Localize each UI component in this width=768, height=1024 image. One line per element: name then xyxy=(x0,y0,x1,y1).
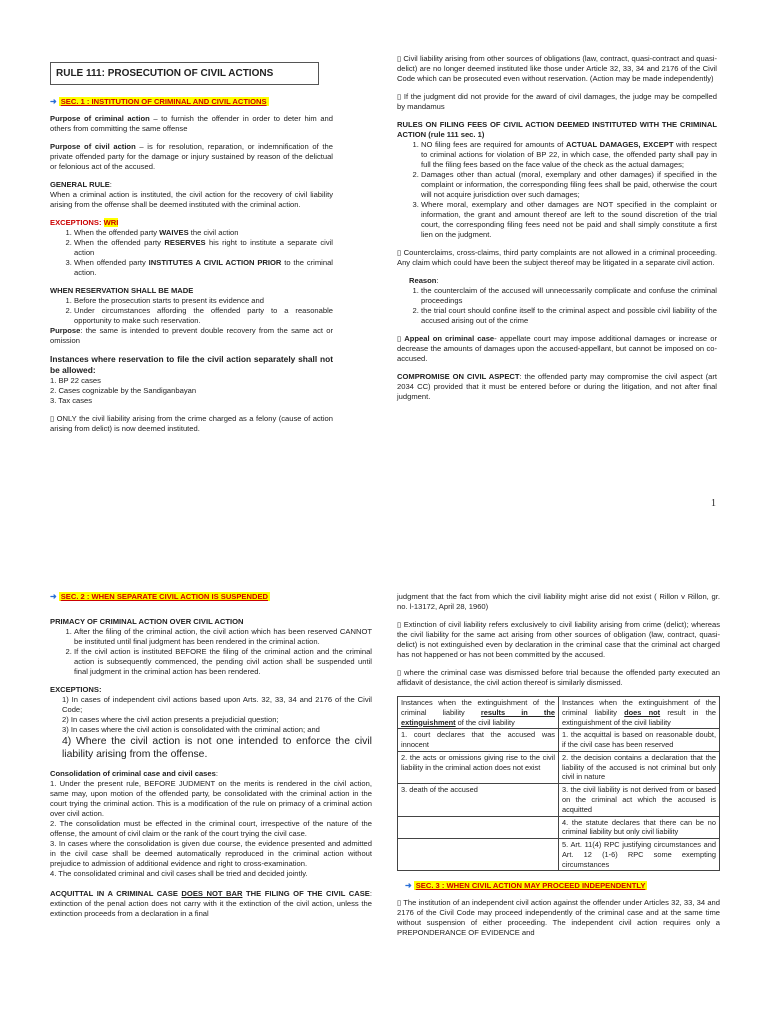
table-header-cell: Instances when the extinguishment of the criminal liability does not result in the extinguishment of the civil liability xyxy=(559,697,720,729)
page-gap xyxy=(0,562,768,580)
page2-right-column xyxy=(397,592,720,946)
page-number: 1 xyxy=(711,498,716,509)
list-item: 3. When offended party INSTITUTES A CIVIL ACTION PRIOR to the criminal action. xyxy=(74,258,333,278)
consolidation-list xyxy=(50,779,372,879)
list-item: 2) In cases where the civil action presents a prejudicial question; xyxy=(62,714,279,724)
list-item: 1. NO filing fees are required for amounts of ACTUAL DAMAGES, EXCEPT with respect to criminal actions for violation of BP 22, in which case, the offended party shall pay in full the filing fees based on the face value of the check as the actual damages; xyxy=(421,140,717,170)
list-item: 4) Where the civil action is not one intended to enforce the civil liability arising from the offense. xyxy=(62,735,372,760)
table-cell: 4. the statute declares that there can be no criminal liability but only civil liability xyxy=(559,816,720,839)
page2-left-column xyxy=(50,592,372,927)
judgment-continued: judgment that the fact from which the civil liability might arise did not exist ( Rillon v Rillon, gr. no. l-13172, April 28, 1960) xyxy=(397,592,720,612)
arrow-icon: ➜ xyxy=(50,592,57,601)
independent-action-note: ▯ The institution of an independent civil action against the offender under Articles 32, 33, 34 and 2176 of the Civil Code may proceed independently of the criminal case and at the same time without suspension of either proceeding. The independent civil action requires only a PREPONDERANCE OF EVIDENCE and xyxy=(397,897,720,937)
list-item: 3. In cases where the consolidation is given due course, the evidence presented and admitted in the civil case shall be deemed automatically reproduced in the criminal action without prejudice to admission of additional evidence and right to cross-examination. xyxy=(50,838,372,868)
page1-left-column xyxy=(50,62,333,442)
consolidation-heading: Consolidation of criminal case and civil cases: xyxy=(50,768,218,778)
reason-heading: Reason: xyxy=(409,276,439,286)
filing-fees-heading: RULES ON FILING FEES OF CIVIL ACTION DEEMED INSTITUTED WITH THE CRIMINAL ACTION (rule 111 sec. 1) xyxy=(397,120,717,140)
table-row xyxy=(398,729,720,752)
table-cell: 1. the acquittal is based on reasonable doubt, if the civil case has been reserved xyxy=(559,729,720,752)
civil-other-sources: ▯ Civil liability arising from other sources of obligations (law, contract, quasi-contract and quasi-delict) are no longer deemed instituted like those under Article 32, 33, 34 and 2176 of the Civil Code which can be prosecuted even without reservation. (Action may be made independently) xyxy=(397,54,717,84)
purpose-reservation: Purpose: the same is intended to prevent double recovery from the same act or omission xyxy=(50,326,333,346)
reservation-heading: WHEN RESERVATION SHALL BE MADE xyxy=(50,285,194,295)
table-row xyxy=(398,839,720,871)
list-item: 1. Under the present rule, BEFORE JUDMENT on the merits is rendered in the civil action, same may, upon motion of the offended party, be consolidated with the criminal action in the court trying the criminal action. This is a modification of the rule on primacy of a criminal action over civil action. xyxy=(50,778,372,818)
sec3-heading: ➜ SEC. 3 : WHEN CIVIL ACTION MAY PROCEED INDEPENDENTLY xyxy=(405,881,646,891)
appeal-note: ▯ Appeal on criminal case- appellate court may impose additional damages or increase or decrease the amounts of damages upon the accused-appellant, but cannot be imposed on co-accused. xyxy=(397,334,717,364)
table-cell: 2. the acts or omissions giving rise to the civil liability in the criminal action does not exist xyxy=(398,751,559,783)
mandamus-note: ▯ If the judgment did not provide for the award of civil damages, the judge may be compelled by mandamus xyxy=(397,92,717,112)
list-item: 2. Cases cognizable by the Sandiganbayan xyxy=(50,386,197,396)
list-item: 1) In cases of independent civil actions based upon Arts. 32, 33, 34 and 2176 of the Civil Code; xyxy=(62,694,372,714)
sec1-heading: ➜ SEC. 1 : INSTITUTION OF CRIMINAL AND CIVIL ACTIONS xyxy=(50,97,267,107)
list-item: 2. Damages other than actual (moral, exemplary and other damages) if specified in the complaint or information, the corresponding filing fees shall be paid, otherwise the court will not acquire jurisdiction over such damages; xyxy=(421,170,717,200)
table-cell xyxy=(398,816,559,839)
primacy-heading: PRIMACY OF CRIMINAL ACTION OVER CIVIL ACTION xyxy=(50,616,244,626)
exceptions-heading: EXCEPTIONS: WRI xyxy=(50,217,119,227)
instances-heading: Instances where reservation to file the civil action separately shall not be allowed: xyxy=(50,354,333,376)
list-item: 1. After the filing of the criminal action, the civil action which has been reserved CANNOT be instituted until final judgment has been rendered in the criminal action. xyxy=(74,627,372,647)
table-row xyxy=(398,816,720,839)
only-civil-liability: ▯ ONLY the civil liability arising from the crime charged as a felony (cause of action arising from delict) is now deemed instituted. xyxy=(50,414,333,434)
arrow-icon: ➜ xyxy=(50,97,57,107)
table-cell: 2. the decision contains a declaration that the liability of the accused is not criminal but only civil in nature xyxy=(559,751,720,783)
table-row xyxy=(398,751,720,783)
table-cell: 1. court declares that the accused was innocent xyxy=(398,729,559,752)
rule-title: RULE 111: PROSECUTION OF CIVIL ACTIONS xyxy=(50,62,319,85)
exceptions2-list xyxy=(50,695,372,761)
compromise-note: COMPROMISE ON CIVIL ASPECT: the offended party may compromise the civil aspect (art 2034 CC) provided that it must be entered before or during the litigation, and not after final judgment. xyxy=(397,372,717,402)
instances-list xyxy=(50,376,333,406)
list-item: 3) In cases where the civil action is consolidated with the criminal action; and xyxy=(62,724,320,734)
desistance-note: ▯ where the criminal case was dismissed before trial because the offended party executed an affidavit of desistance, the civil action thereof is similarly dismissed. xyxy=(397,668,720,688)
arrow-icon: ➜ xyxy=(405,881,412,891)
table-cell: 5. Art. 11(4) RPC justifying circumstances and Art. 12 (1-6) RPC some exempting circumstances xyxy=(559,839,720,871)
filing-fees-list xyxy=(397,140,717,240)
page1-right-column xyxy=(397,54,717,410)
general-rule-text: When a criminal action is instituted, the civil action for the recovery of civil liability arising from the offense shall be deemed instituted with the criminal action. xyxy=(50,189,333,209)
list-item: 4. The consolidated criminal and civil cases shall be tried and decided jointly. xyxy=(50,868,308,878)
acquittal-note: ACQUITTAL IN A CRIMINAL CASE DOES NOT BAR THE FILING OF THE CIVIL CASE: extinction of the penal action does not carry with it the extinction of the civil action, unless the extinction proceeds from a declaration in a final xyxy=(50,888,372,918)
list-item: 3. Tax cases xyxy=(50,396,93,406)
table-cell: 3. the civil liability is not derived from or based on the criminal act which the accused is acquitted xyxy=(559,784,720,816)
list-item: 2. the trial court should confine itself to the criminal aspect and possible civil liability of the accused arising out of the crime xyxy=(421,306,717,326)
table-row xyxy=(398,697,720,729)
purpose-civil: Purpose of civil action – is for resolution, reparation, or indemnification of the private offended party for the damage or injury sustained by reason of the delictual or felonious act of the accused. xyxy=(50,141,333,171)
exceptions-list xyxy=(50,228,333,278)
table-cell: 3. death of the accused xyxy=(398,784,559,816)
list-item: 2. If the civil action is instituted BEFORE the filing of the criminal action and the criminal action is subsequently commenced, the pending civil action shall be suspended until final judgment in the criminal action has been rendered. xyxy=(74,647,372,677)
list-item: 1. Before the prosecution starts to present its evidence and xyxy=(74,296,333,306)
exceptions2-heading: EXCEPTIONS: xyxy=(50,684,102,694)
list-item: 2. Under circumstances affording the offended party to a reasonable opportunity to make such reservation. xyxy=(74,306,333,326)
table-row xyxy=(398,784,720,816)
page-2 xyxy=(0,580,768,1024)
sec2-heading: ➜ SEC. 2 : WHEN SEPARATE CIVIL ACTION IS SUSPENDED xyxy=(50,592,269,601)
list-item: 3. Where moral, exemplary and other damages are NOT specified in the complaint or information, the grant and amount thereof are left to the sound discretion of the trial court, the corresponding filing fees need not be paid and shall simply constitute a first lien on the judgment. xyxy=(421,200,717,240)
list-item: 1. BP 22 cases xyxy=(50,376,101,386)
primacy-list xyxy=(50,627,372,677)
table-cell xyxy=(398,839,559,871)
extinguishment-table xyxy=(397,696,720,871)
counterclaims-note: ▯ Counterclaims, cross-claims, third party complaints are not allowed in a criminal proceeding. Any claim which could have been the subject thereof may be litigated in a separate civil action. xyxy=(397,248,717,268)
purpose-criminal: Purpose of criminal action – to furnish the offender in order to deter him and others from committing the same offense xyxy=(50,113,333,133)
general-rule: GENERAL RULE: xyxy=(50,179,112,189)
list-item: 2. When the offended party RESERVES his right to institute a separate civil action xyxy=(74,238,333,258)
list-item: 1. When the offended party WAIVES the civil action xyxy=(74,228,333,238)
list-item: 1. the counterclaim of the accused will unnecessarily complicate and confuse the criminal proceedings xyxy=(421,286,717,306)
reservation-list xyxy=(50,296,333,326)
list-item: 2. The consolidation must be effected in the criminal court, irrespective of the nature of the offense, the amount of civil claim or the rank of the court trying the civil case. xyxy=(50,818,372,838)
table-header-cell: Instances when the extinguishment of the criminal liability results in the extinguishment of the civil liability xyxy=(398,697,559,729)
extinction-note: ▯ Extinction of civil liability refers exclusively to civil liability arising from crime (delict); whereas the civil liability for the same act arising from other sources of obligation (law, contract, quasi-delict) is not extinguished even by declaration in the criminal case that the criminal act charged has not happened or has not been committed by the accused. xyxy=(397,620,720,660)
reason-list xyxy=(397,286,717,326)
